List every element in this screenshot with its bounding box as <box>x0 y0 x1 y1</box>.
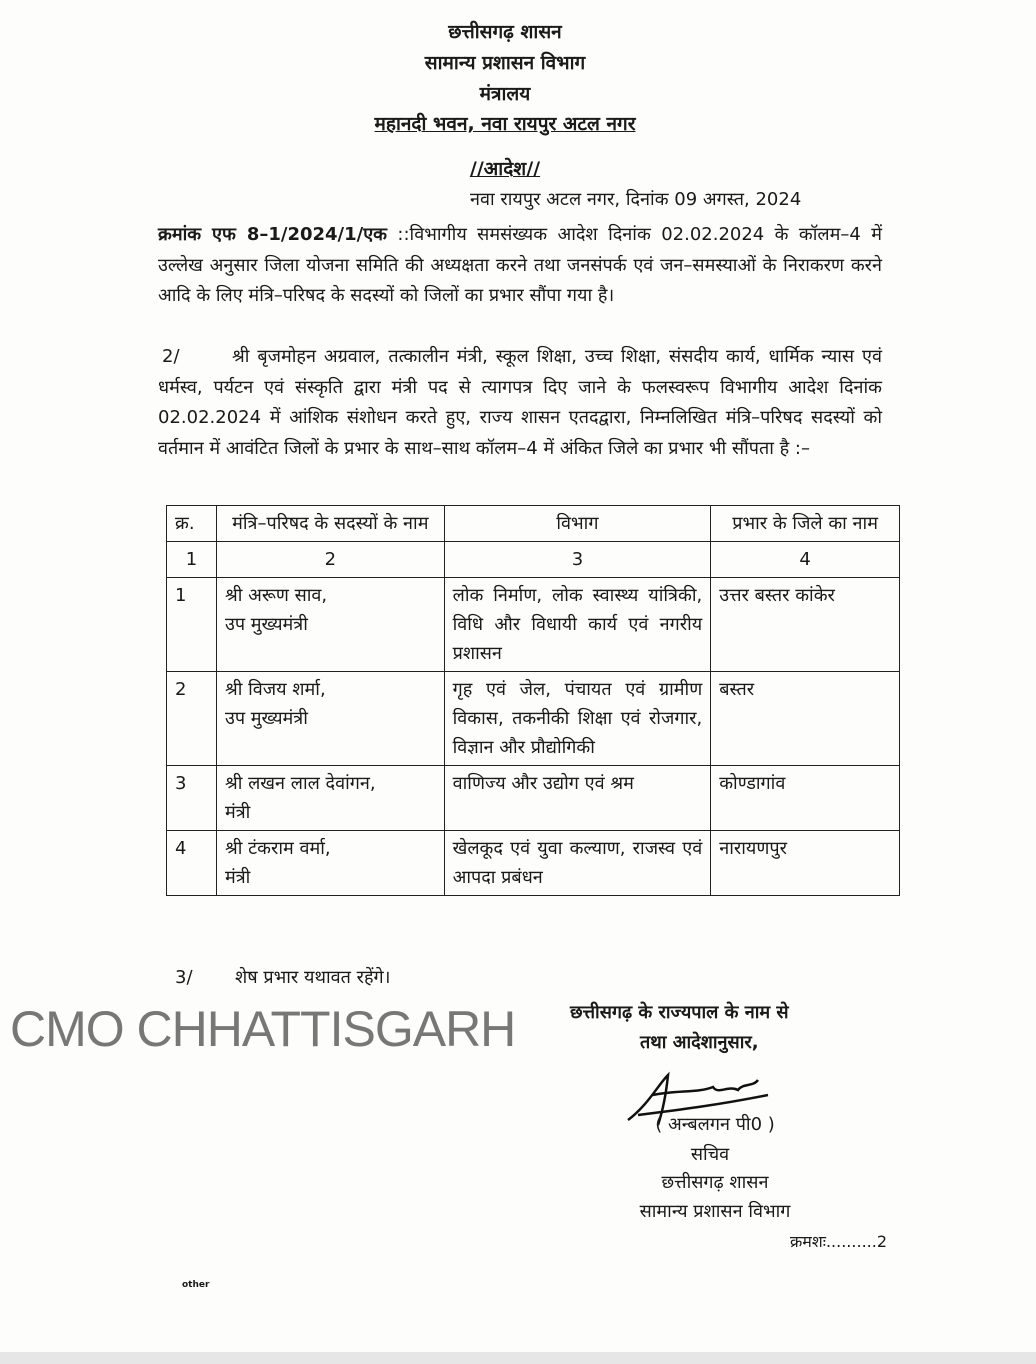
paragraph-1-text: ::विभागीय समसंख्यक आदेश दिनांक 02.02.2024 के कॉलम–4 में उल्लेख अनुसार जिला योजना समिति की अध्यक्षता करने तथा जनसंपर्क एवं जन–समस्याओं के निराकरण करने आदि के लिए मंत्रि–परिषद के सदस्यों को जिलों का प्रभार सौंपा गया है। <box>158 224 882 306</box>
signoff-line-1: छत्तीसगढ़ के राज्यपाल के नाम से <box>570 1002 789 1023</box>
paragraph-2 <box>158 342 882 464</box>
signatory-designation: सचिव <box>690 1144 730 1165</box>
footer-note: other <box>182 1280 210 1290</box>
order-reference: क्रमांक एफ 8–1/2024/1/एक <box>158 224 387 245</box>
header-serial: क्र. <box>167 506 217 542</box>
header-department: सामान्य प्रशासन विभाग <box>424 52 586 74</box>
signatory-name: ( अन्बलगन पी0 ) <box>655 1114 775 1135</box>
row-serial: 2 <box>167 672 217 766</box>
table-row <box>167 578 900 672</box>
signatory-org-2: सामान्य प्रशासन विभाग <box>639 1201 791 1222</box>
district-cell: कोण्डागांव <box>711 766 900 831</box>
member-cell <box>216 578 444 672</box>
page-bottom-edge <box>0 1352 1036 1364</box>
member-cell <box>216 672 444 766</box>
member-name: श्री टंकराम वर्मा, <box>224 838 331 859</box>
col-number: 1 <box>167 542 217 578</box>
paragraph-3-number: 3/ <box>175 967 193 988</box>
header-state: छत्तीसगढ़ शासन <box>448 21 562 43</box>
header-ministry: मंत्रालय <box>479 83 531 105</box>
watermark-text: CMO CHHATTISGARH <box>10 1001 516 1057</box>
charge-table <box>166 505 900 896</box>
header-district: प्रभार के जिले का नाम <box>711 506 900 542</box>
col-number: 3 <box>444 542 711 578</box>
paragraph-2-text: श्री बृजमोहन अग्रवाल, तत्कालीन मंत्री, स्कूल शिक्षा, उच्च शिक्षा, संसदीय कार्य, धार्मिक न्यास एवं धर्मस्व, पर्यटन एवं संस्कृति द्वारा मंत्री पद से त्यागपत्र दिए जाने के फलस्वरूप विभागीय आदेश दिनांक 02.02.2024 में आंशिक संशोधन करते हुए, राज्य शासन एतदद्वारा, निम्नलिखित मंत्रि–परिषद सदस्यों को वर्तमान में आवंटित जिलों के प्रभार के साथ–साथ कॉलम–4 में अंकित जिले का प्रभार भी सौंपता है :– <box>158 346 882 459</box>
table-row <box>167 831 900 896</box>
member-title: उप मुख्यमंत्री <box>224 614 308 635</box>
district-cell: बस्तर <box>711 672 900 766</box>
order-title: //आदेश// <box>469 158 541 180</box>
table-row <box>167 672 900 766</box>
header-department: विभाग <box>444 506 711 542</box>
paragraph-3 <box>175 965 390 989</box>
district-cell: नारायणपुर <box>711 831 900 896</box>
signatory-org-1: छत्तीसगढ़ शासन <box>661 1172 769 1193</box>
member-name: श्री लखन लाल देवांगन, <box>224 773 376 794</box>
header-address: महानदी भवन, नवा रायपुर अटल नगर <box>374 113 636 135</box>
member-title: मंत्री <box>224 867 251 888</box>
table-row <box>167 766 900 831</box>
col-number: 4 <box>711 542 900 578</box>
place-date: नवा रायपुर अटल नगर, दिनांक 09 अगस्त, 2024 <box>470 189 802 210</box>
table-header-row <box>167 506 900 542</box>
signoff-line-2: तथा आदेशानुसार, <box>640 1032 759 1053</box>
row-serial: 1 <box>167 578 217 672</box>
continuation-mark: क्रमशः..........2 <box>790 1232 888 1251</box>
member-name: श्री विजय शर्मा, <box>224 679 326 700</box>
header-member-name: मंत्रि–परिषद के सदस्यों के नाम <box>216 506 444 542</box>
department-cell: गृह एवं जेल, पंचायत एवं ग्रामीण विकास, तकनीकी शिक्षा एवं रोजगार, विज्ञान और प्रौद्योगिकी <box>444 672 711 766</box>
department-cell: लोक निर्माण, लोक स्वास्थ्य यांत्रिकी, विधि और विधायी कार्य एवं नगरीय प्रशासन <box>444 578 711 672</box>
member-cell <box>216 831 444 896</box>
row-serial: 4 <box>167 831 217 896</box>
district-cell: उत्तर बस्तर कांकेर <box>711 578 900 672</box>
col-number: 2 <box>216 542 444 578</box>
member-title: उप मुख्यमंत्री <box>224 708 308 729</box>
paragraph-3-text: शेष प्रभार यथावत रहेंगे। <box>235 967 391 988</box>
department-cell: खेलकूद एवं युवा कल्याण, राजस्व एवं आपदा प्रबंधन <box>444 831 711 896</box>
paragraph-2-number: 2/ <box>162 346 180 367</box>
member-title: मंत्री <box>224 802 251 823</box>
department-cell: वाणिज्य और उद्योग एवं श्रम <box>444 766 711 831</box>
column-number-row <box>167 542 900 578</box>
paragraph-1 <box>158 220 882 312</box>
member-name: श्री अरूण साव, <box>224 585 328 606</box>
member-cell <box>216 766 444 831</box>
row-serial: 3 <box>167 766 217 831</box>
